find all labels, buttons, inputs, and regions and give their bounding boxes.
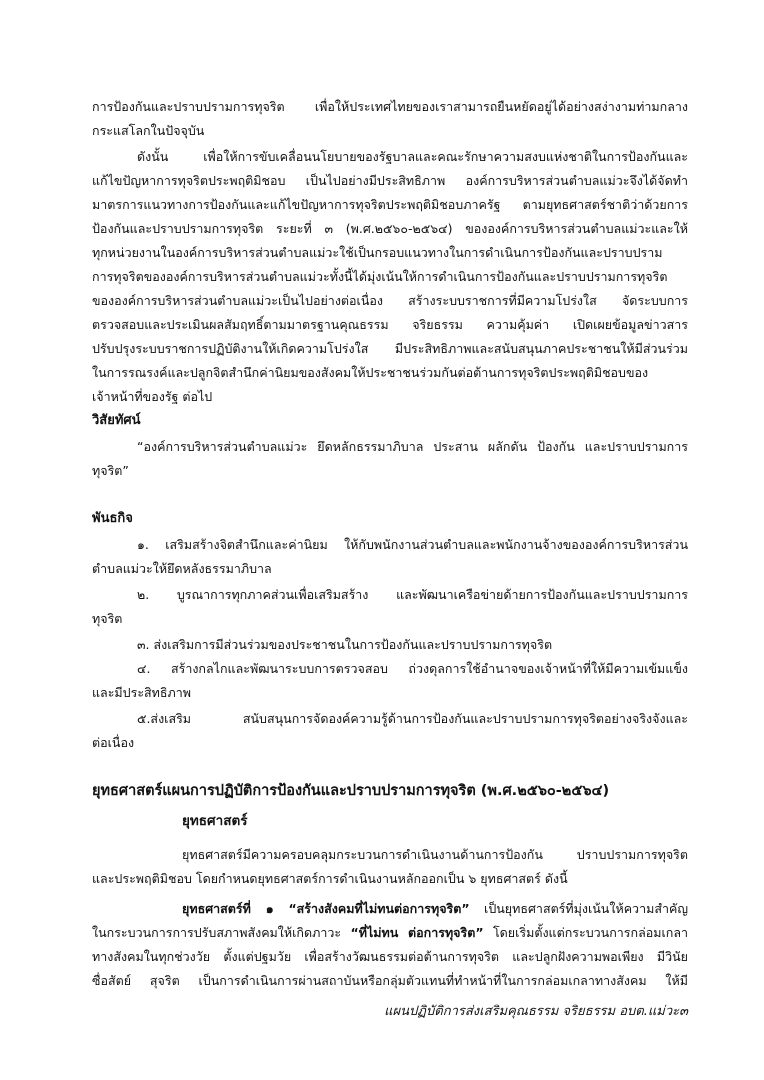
strategy-1-line-3: ทางสังคมในทุกช่วงวัย ตั้งแต่ปฐมวัย เพื่อสร้างวัฒนธรรมต่อต้านการทุจริต และปลูกฝังความพอเพียง มีวินัย — [92, 949, 688, 964]
policy-line-3: มาตรการแนวทางการป้องกันและแก้ไขปัญหาการทุจริตประพฤติมิชอบภาครัฐ ตามยุทธศาสตร์ชาติว่าด้วยการ — [92, 197, 688, 212]
mission-heading: พันธกิจ — [92, 511, 133, 526]
strategy-1-line-1 — [182, 898, 688, 920]
strategy-1-line-2-post: โดยเริ่มตั้งแต่กระบวนการกล่อมเกลา — [483, 925, 688, 940]
mission-5-line-1: ๕.ส่งเสริม สนับสนุนการจัดองค์ความรู้ด้านการป้องกันและปราบปรามการทุจริตอย่างจริงจังและ — [137, 711, 688, 726]
vision-heading: วิสัยทัศน์ — [92, 413, 141, 428]
strategy-1-text: เป็นยุทธศาสตร์ที่มุ่งเน้นให้ความสำคัญ — [469, 901, 688, 916]
policy-line-2: แก้ไขปัญหาการทุจริตประพฤติมิชอบ เป็นไปอย่างมีประสิทธิภาพ องค์การบริหารส่วนตำบลแม่วะจึงได้จัดทำ — [92, 173, 688, 188]
policy-line-11: เจ้าหน้าที่ของรัฐ ต่อไป — [92, 389, 213, 404]
policy-line-6: การทุจริตขององค์การบริหารส่วนตำบลแม่วะทั้งนี้ได้มุ่งเน้นให้การดำเนินการป้องกันและปราบปรามการทุจริต — [92, 269, 668, 284]
strategy-title: ยุทธศาสตร์แผนการปฏิบัติการป้องกันและปราบปรามการทุจริต (พ.ศ.๒๕๖๐-๒๕๖๔) — [92, 783, 610, 799]
policy-line-7: ขององค์การบริหารส่วนตำบลแม่วะเป็นไปอย่างต่อเนื่อง สร้างระบบราชการที่มีความโปร่งใส จัดระบบการ — [92, 293, 688, 308]
intro-line-1: การป้องกันและปราบปรามการทุจริต เพื่อให้ประเทศไทยของเราสามารถยืนหยัดอยู่ได้อย่างสง่างามท่ามกลาง — [92, 99, 688, 114]
page-footer: แผนปฏิบัติการส่งเสริมคุณธรรม จริยธรรม อบต.แม่วะ๓ — [384, 1004, 688, 1019]
policy-line-1: ดังนั้น เพื่อให้การขับเคลื่อนนโยบายของรัฐบาลและคณะรักษาความสงบแห่งชาติในการป้องกันและ — [137, 149, 688, 164]
mission-4-line-2: และมีประสิทธิภาพ — [92, 685, 192, 700]
strategy-intro-line-1: ยุทธศาสตร์มีความครอบคลุมกระบวนการดำเนินงานด้านการป้องกัน ปราบปรามการทุจริต — [182, 847, 688, 862]
strategy-1-label: ยุทธศาสตร์ที่ ๑ “สร้างสังคมที่ไม่ทนต่อการทุจริต” — [182, 901, 470, 916]
strategy-subheading: ยุทธศาสตร์ — [182, 813, 248, 829]
policy-line-9: ปรับปรุงระบบราชการปฏิบัติงานให้เกิดความโปร่งใส มีประสิทธิภาพและสนับสนุนภาคประชาชนให้มีส่วนร่วม — [92, 341, 688, 356]
policy-line-8: ตรวจสอบและประเมินผลสัมฤทธิ์ตามมาตรฐานคุณธรรม จริยธรรม ความคุ้มค่า เปิดเผยข้อมูลข่าวสาร — [92, 317, 688, 332]
strategy-1-line-2-bold: “ที่ไม่ทน ต่อการทุจริต” — [350, 925, 484, 940]
vision-line-2: ทุจริต” — [92, 463, 129, 478]
mission-4-line-1: ๔. สร้างกลไกและพัฒนาระบบการตรวจสอบ ถ่วงดุลการใช้อำนาจของเจ้าหน้าที่ให้มีความเข้มแข็ง — [137, 661, 688, 676]
mission-2-line-1: ๒. บูรณาการทุกภาคส่วนเพื่อเสริมสร้าง และพัฒนาเครือข่ายด้ายการป้องกันและปราบปรามการ — [137, 587, 688, 602]
policy-line-10: ในการรณรงค์และปลูกจิตสำนึกค่านิยมของสังคมให้ประชาชนร่วมกันต่อต้านการทุจริตประพฤติมิชอบของ — [92, 365, 649, 380]
strategy-1-line-4: ซื่อสัตย์ สุจริต เป็นการดำเนินการผ่านสถาบันหรือกลุ่มตัวแทนที่ทำหน้าที่ในการกล่อมเกลาทางสังคม ให้มี — [92, 973, 688, 988]
policy-line-4: ป้องกันและปราบปรามการทุจริต ระยะที่ ๓ (พ.ศ.๒๕๖๐-๒๕๖๔) ขององค์การบริหารส่วนตำบลแม่วะและให้ — [92, 221, 688, 236]
mission-2-line-2: ทุจริต — [92, 611, 123, 626]
mission-3: ๓. ส่งเสริมการมีส่วนร่วมของประชาชนในการป้องกันและปราบปรามการทุจริต — [137, 637, 553, 652]
intro-line-2: กระแสโลกในปัจจุบัน — [92, 123, 205, 138]
strategy-1-line-2 — [92, 922, 688, 944]
policy-line-5: ทุกหน่วยงานในองค์การบริหารส่วนตำบลแม่วะใช้เป็นกรอบแนวทางในการดำเนินการป้องกันและปราบปราม — [92, 245, 663, 260]
vision-line-1: “องค์การบริหารส่วนตำบลแม่วะ ยึดหลักธรรมาภิบาล ประสาน ผลักดัน ป้องกัน และปราบปรามการ — [137, 439, 688, 454]
strategy-1-line-2-pre: ในกระบวนการการปรับสภาพสังคมให้เกิดภาวะ — [92, 925, 351, 940]
mission-1-line-2: ตำบลแม่วะให้ยึดหลังธรรมาภิบาล — [92, 561, 272, 576]
mission-5-line-2: ต่อเนื่อง — [92, 735, 135, 750]
mission-1-line-1: ๑. เสริมสร้างจิตสำนึกและค่านิยม ให้กับพนักงานส่วนตำบลและพนักงานจ้างขององค์การบริหารส่วน — [137, 537, 688, 552]
strategy-intro-line-2: และประพฤติมิชอบ โดยกำหนดยุทธศาสตร์การดำเนินงานหลักออกเป็น ๖ ยุทธศาสตร์ ดังนี้ — [92, 871, 568, 886]
